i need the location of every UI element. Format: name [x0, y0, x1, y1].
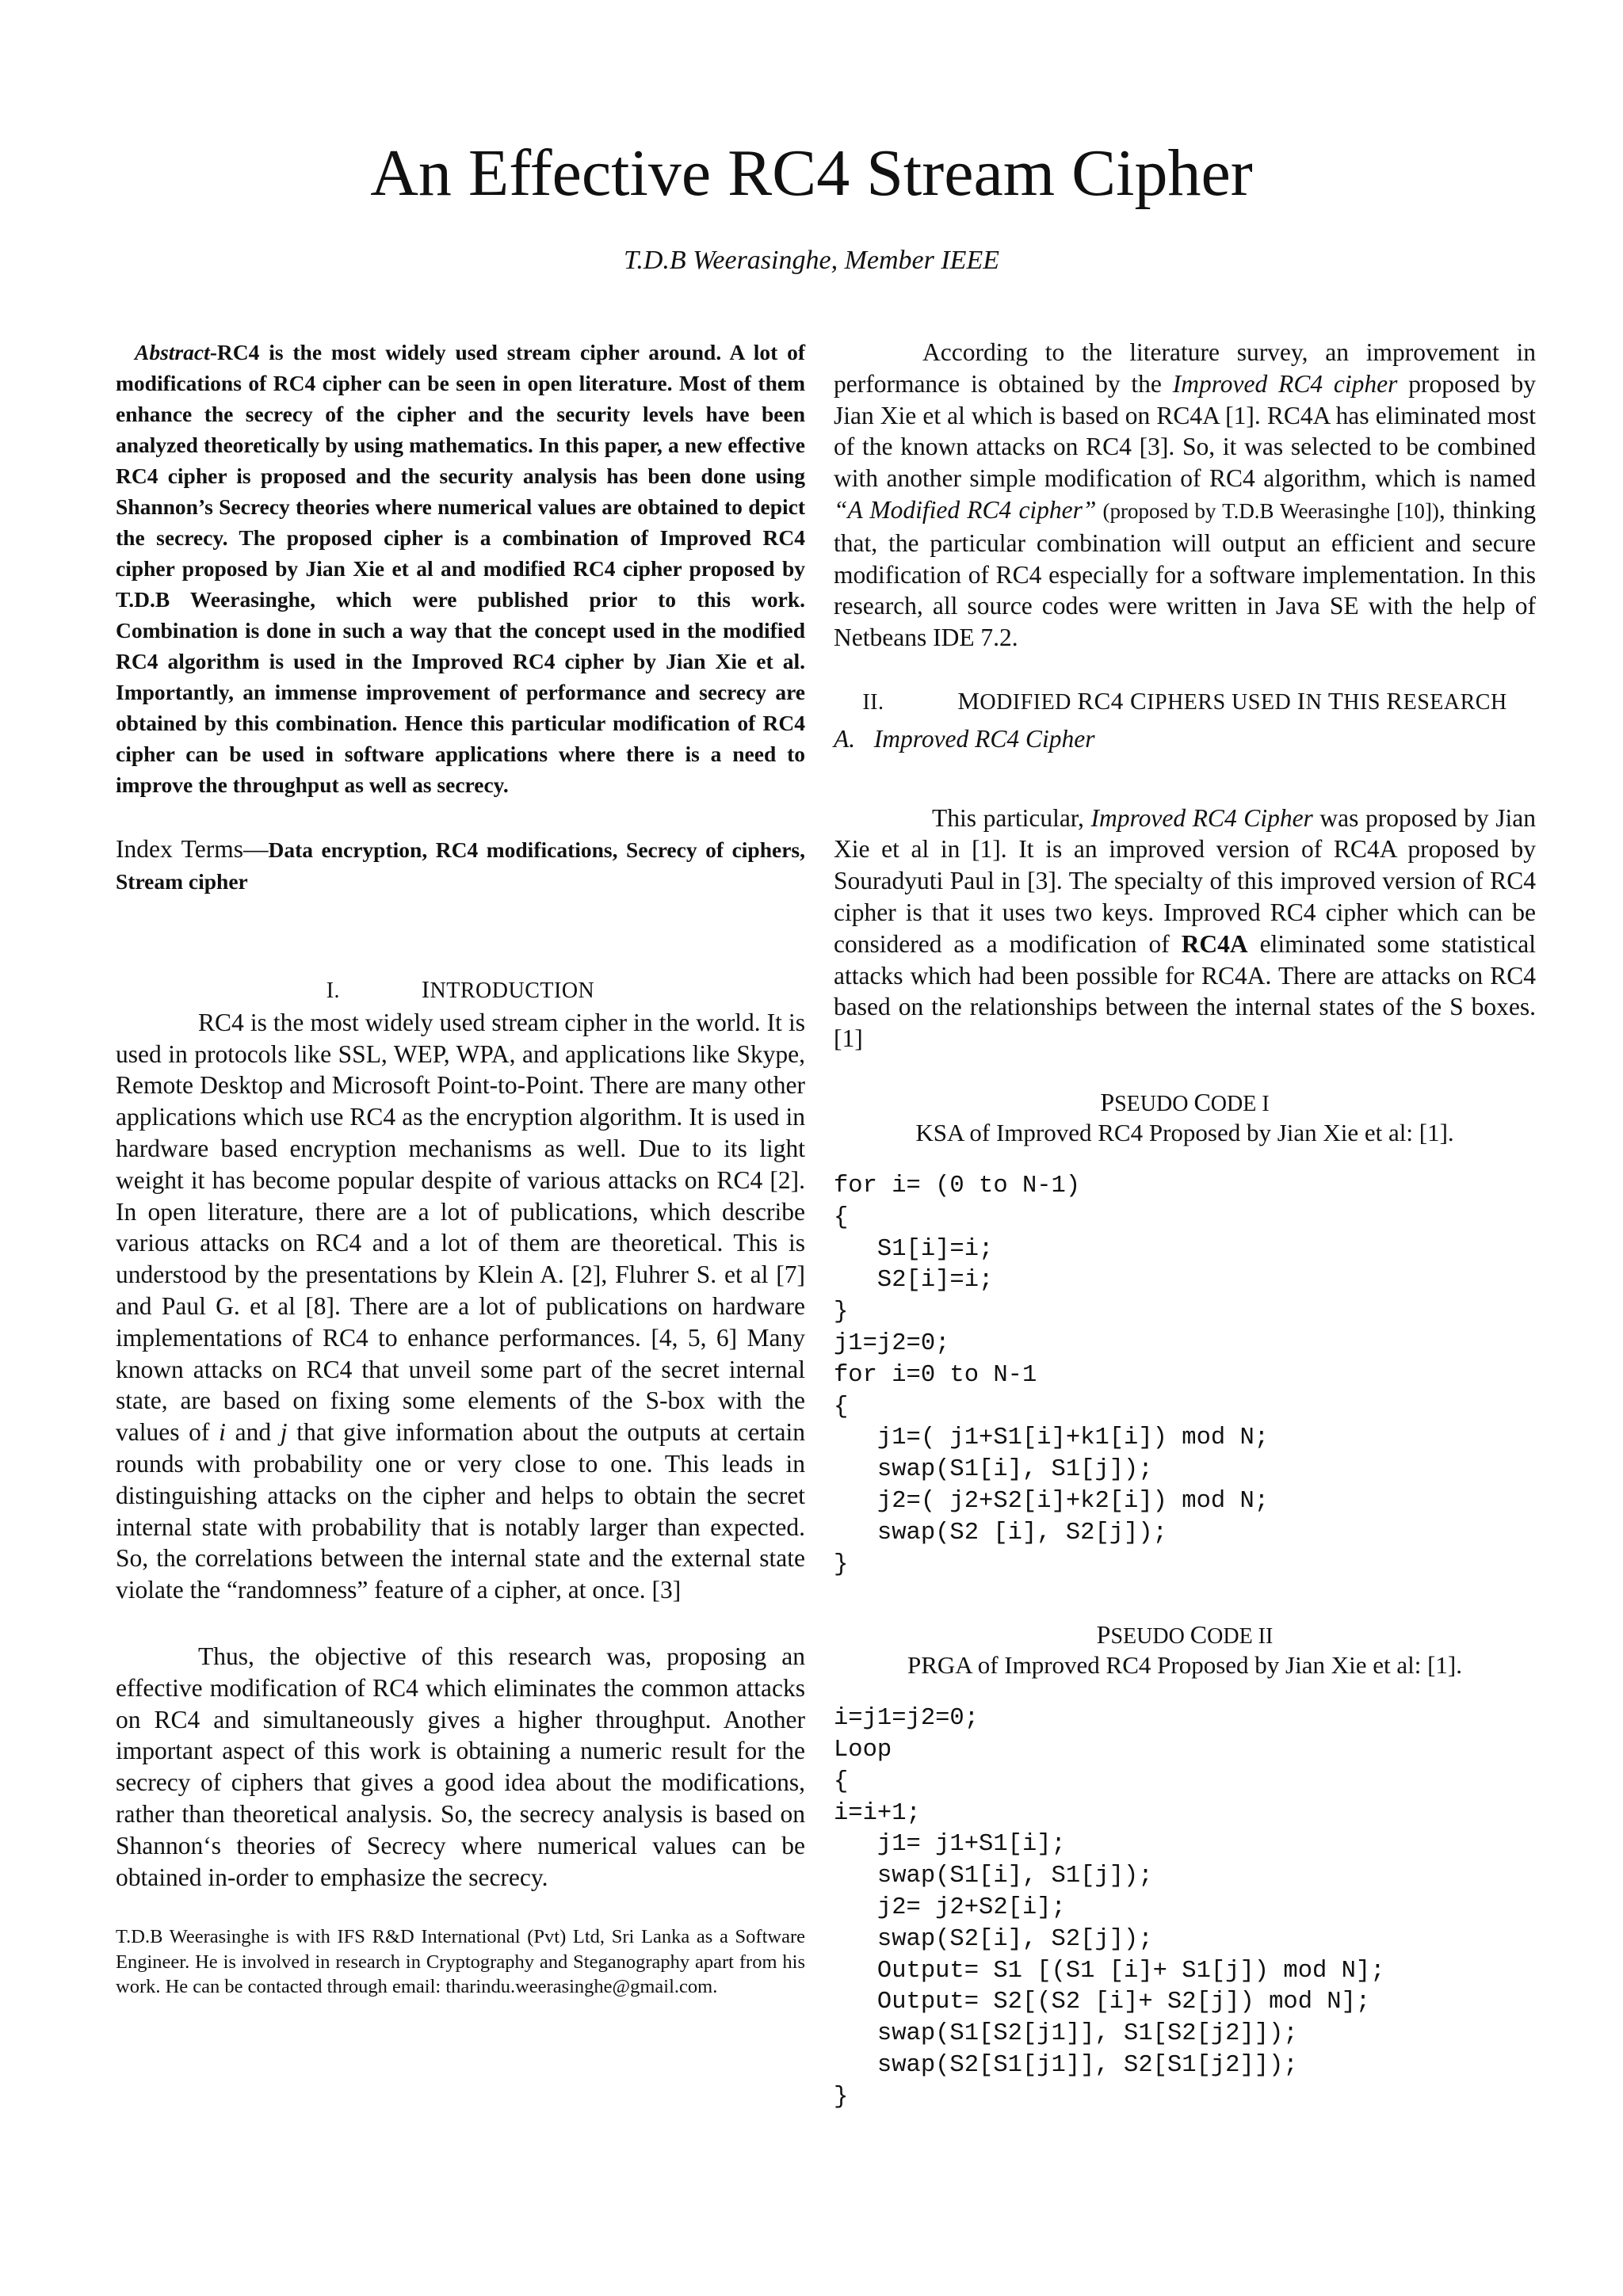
section-title-rest: NTRODUCTION [430, 978, 595, 1003]
abstract-text: -RC4 is the most widely used stream cipher around. A lot of modifications of RC4 cipher can be seen in open literature. Most of them enhance the secrecy of the cipher and the security levels have been analyzed theoretically by using mathematics. In this paper, a new effective RC4 cipher is proposed and the security analysis has been done using Shannon’s Secrecy theories where numerical values are obtained to depict the secrecy. The proposed cipher is a combination of Improved RC4 cipher proposed by Jian Xie et al and modified RC4 cipher proposed by T.D.B Weerasinghe, which were published prior to this work. Combination is done in such a way that the concept used in the modified RC4 algorithm is used in the Improved RC4 cipher by Jian Xie et al. Importantly, an immense improvement of performance and secrecy are obtained by this combination. Hence this particular modification of RC4 cipher can be used in software applications where there is a need to improve the throughput as well as secrecy. [116, 340, 805, 797]
s2-t1: M [957, 686, 980, 715]
pc1-h-b: SEUDO [1114, 1091, 1194, 1116]
s2-t2: ODIFIED [980, 689, 1078, 715]
section-2-number: II. [862, 689, 884, 715]
s2-t3: RC4 C [1077, 686, 1148, 715]
section-number: I. [326, 978, 341, 1003]
lit-text-c: , thinking that, the particular combination will output an efficient and secure modification of RC4 especially for a software implementation. In this research, all source codes were written in Java SE with the help of Netbeans IDE 7.2. [834, 495, 1536, 652]
left-column [116, 337, 805, 2019]
s2-t6: N [1305, 689, 1328, 715]
lit-text-small: (proposed by T.D.B Weerasinghe [10]) [1096, 498, 1439, 523]
abstract [116, 337, 805, 800]
pseudo-code-1-heading [834, 1088, 1536, 1119]
pc2-h-b: SEUDO [1110, 1624, 1190, 1650]
intro-p1-var-i: i [219, 1418, 226, 1447]
author-line: T.D.B Weerasinghe, Member IEEE [623, 246, 999, 275]
pc1-h-c: C [1193, 1087, 1211, 1116]
intro-p1-var-j: j [280, 1418, 288, 1447]
lit-text-b: proposed by Jian Xie et al which is based on RC4A [1]. RC4A has eliminated most of the known attacks on RC4 [3]. So, it was selected to be combined with another simple modification of RC4 algorithm, which is named [834, 369, 1537, 493]
pc2-h-d: ODE II [1207, 1624, 1274, 1650]
lit-em-modified: “A Modified RC4 cipher” [834, 495, 1097, 524]
subsection-heading-a: A. Improved RC4 Cipher [834, 724, 1095, 753]
s2-t10: ESEARCH [1403, 689, 1507, 715]
section-heading-2 [834, 685, 1536, 719]
s2p-text-a: This particular, [932, 803, 1091, 832]
s2-t8: HIS [1343, 689, 1387, 715]
right-column [834, 337, 1536, 2114]
abstract-label: Abstract [135, 340, 210, 364]
s2-t4: IPHERS USED [1147, 689, 1297, 715]
intro-p1-text-a: RC4 is the most widely used stream cipher in the world. It is used in protocols like SSL, WEP, WPA, and applications like Skype, Remote Desktop and Microsoft Point-to-Point. There are many other applications which use RC4 as the encryption algorithm. It is used in hardware based encryption mechanisms as well. Due to its light weight it has become popular despite of various attacks on RC4 [2]. In open literature, there are a lot of publications, which describe various attacks on RC4 and a lot of them are theoretical. This is understood by the presentations by Klein A. [2], Fluhrer S. et al [7] and Paul G. et al [8]. There are a lot of publications on hardware implementations of RC4 to enhance performances. [4, 5, 6] Many known attacks on RC4 that unveil some part of the secret internal state, are based on fixing some elements of the S-box with the values of [116, 1008, 805, 1447]
paper-title: An Effective RC4 Stream Cipher [370, 136, 1253, 210]
section-title-initial: I [421, 975, 430, 1003]
intro-paragraph-2: Thus, the objective of this research was, proposing an effective modification of RC4 which eliminates the common attacks on RC4 and simultaneously gives a higher throughput. Another important aspect of this work is obtaining a numeric result for the secrecy of ciphers that gives a good idea about the modifications, rather than theoretical analysis. So, the secrecy analysis is based on Shannon‘s theories of Secrecy where numerical values can be obtained in-order to emphasize the secrecy. [116, 1642, 805, 1891]
intro-p1-text-b: that give information about the outputs at certain rounds with probability one or very close to one. This leads in distinguishing attacks on the cipher and helps to obtain the secret internal state with probability that is notably larger than expected. So, the correlations between the internal state and the external state violate the “randomness” feature of a cipher, at once. [3] [116, 1418, 805, 1604]
intro-p1-and: and [225, 1418, 281, 1447]
pc1-h-d: ODE I [1210, 1091, 1270, 1116]
intro-paragraph-1 [116, 1007, 805, 1606]
author-footnote: T.D.B Weerasinghe is with IFS R&D International (Pvt) Ltd, Sri Lanka as a Software Engineer. He is involved in research in Cryptography and Steganography apart from his work. He can be contacted through email: tharindu.weerasinghe@gmail.com. [116, 1926, 805, 1998]
improved-rc4-paragraph [834, 803, 1536, 1055]
s2p-bold-rc4a: RC4A [1181, 929, 1248, 958]
index-terms-text: Data encryption, RC4 modifications, Secrecy of ciphers, Stream cipher [116, 837, 805, 894]
s2-t5: I [1296, 686, 1306, 715]
pc2-h-c: C [1190, 1620, 1208, 1650]
s2p-em: Improved RC4 Cipher [1090, 803, 1313, 832]
s2p-text-b: was proposed by Jian Xie et al in [1]. It is an improved version of RC4A proposed by Souradyuti Paul in [3]. The specialty of this improved version of RC4 cipher is that it uses two keys. Improved RC4 cipher which can be considered as a modification of [834, 803, 1536, 958]
pseudo-code-2-heading [834, 1620, 1536, 1651]
pseudo-code-1: for i= (0 to N-1) { S1[i]=i; S2[i]=i; } j1=j2=0; for i=0 to N-1 { j1=( j1+S1[i]+k1[i]) mod N; swap(S1[i], S1[j]); j2=( j2+S2[i]+k2[i]) mod N; swap(S2 [i], S2[j]); } [834, 1172, 1270, 1578]
lit-em-improved: Improved RC4 cipher [1172, 369, 1398, 398]
pseudo-code-2: i=j1=j2=0; Loop { i=i+1; j1= j1+S1[i]; swap(S1[i], S1[j]); j2= j2+S2[i]; swap(S2[i], S2[j]); Output= S1 [(S1 [i]+ S1[j]) mod N]; Output= S2[(S2 [i]+ S2[j]) mod N]; swap(S1[S2[j1]], S1[S2[j2]]); swap(S2[S1[j1]], S2[S1[j2]]); } [834, 1705, 1385, 2111]
literature-paragraph [834, 337, 1536, 654]
section-heading-introduction [116, 974, 805, 1007]
pc1-h-a: P [1100, 1087, 1115, 1116]
s2-t7: T [1327, 686, 1344, 715]
index-terms-label: Index Terms— [116, 835, 269, 863]
pc2-h-a: P [1096, 1620, 1111, 1650]
pseudo-code-1-caption: KSA of Improved RC4 Proposed by Jian Xie et al: [1]. [915, 1118, 1454, 1146]
s2p-text-c: eliminated some statistical attacks which had been possible for RC4A. There are attacks on RC4 based on the relationships between the internal states of the S boxes. [1] [834, 929, 1536, 1053]
pseudo-code-2-caption: PRGA of Improved RC4 Proposed by Jian Xie et al: [1]. [907, 1651, 1462, 1680]
index-terms [116, 833, 805, 898]
s2-t9: R [1386, 686, 1403, 715]
lit-text-a: According to the literature survey, an improvement in performance is obtained by the [834, 338, 1536, 398]
